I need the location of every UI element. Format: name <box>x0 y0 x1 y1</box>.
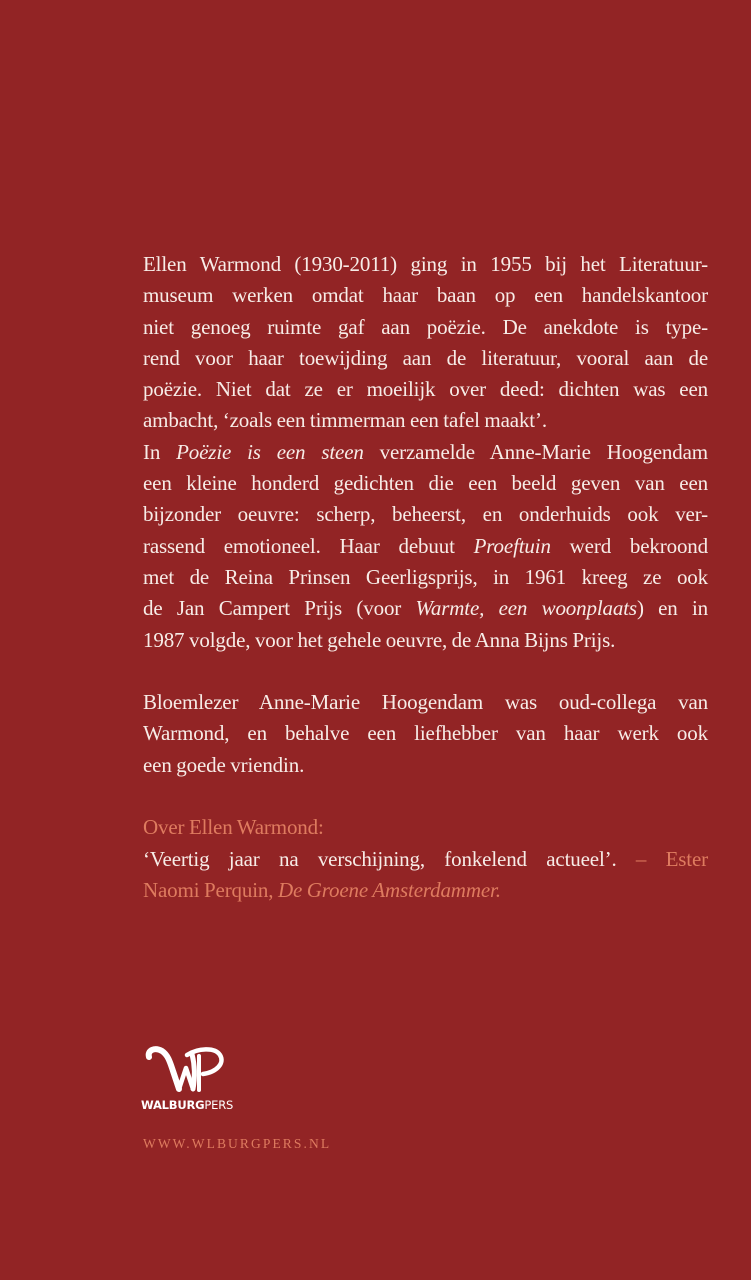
text-line: rend voor haar toewijding aan de literatuur, vooral aan de <box>143 345 708 370</box>
paragraph-intro <box>143 249 708 656</box>
book-title-poezie-is-een-steen: Poëzie is een steen <box>176 439 364 464</box>
text-line: een kleine honderd gedichten die een beeld geven van een <box>143 471 708 496</box>
walburgpers-wp-monogram-icon <box>143 1044 227 1098</box>
blurb-text <box>143 249 708 906</box>
review-heading: Over Ellen Warmond: <box>143 815 324 840</box>
publisher-logo <box>141 1044 237 1114</box>
publisher-website: WWW.WLBURGPERS.NL <box>143 1136 332 1151</box>
text-line: niet genoeg ruimte gaf aan poëzie. De anekdote is type- <box>143 314 708 339</box>
text-line: de Jan Campert Prijs (voor Warmte, een woonplaats) en in <box>143 596 709 621</box>
text-line: 1987 volgde, voor het gehele oeuvre, de Anna Bijns Prijs. <box>143 627 616 652</box>
book-title-proeftuin: Proeftuin <box>473 533 551 558</box>
text-line: met de Reina Prinsen Geerligsprijs, in 1961 kreeg ze ook <box>143 564 708 589</box>
quote-text: ‘Veertig jaar na verschijning, fonkelend actueel’. <box>143 846 617 871</box>
text-line: bijzonder oeuvre: scherp, beheerst, en onderhuids ook ver- <box>143 502 708 527</box>
text-line: rassend emotioneel. Haar debuut Proeftuin werd bekroond <box>143 533 708 558</box>
text-line: ambacht, ‘zoals een timmerman een tafel maakt’. <box>143 408 547 433</box>
text-line: museum werken omdat haar baan op een handelskantoor <box>143 283 708 308</box>
text-line: poëzie. Niet dat ze er moeilijk over deed: dichten was een <box>143 377 708 402</box>
text-line: Ellen Warmond (1930-2011) ging in 1955 bij het Literatuur- <box>143 252 708 276</box>
text-line: Warmond, en behalve een liefhebber van haar werk ook <box>143 721 708 746</box>
text-line: Bloemlezer Anne-Marie Hoogendam was oud-collega van <box>143 690 708 715</box>
book-title-warmte-een-woonplaats: Warmte, een woonplaats <box>415 596 637 621</box>
reviewer-name: Naomi Perquin, <box>143 877 278 902</box>
paragraph-spacer <box>143 656 708 687</box>
review-quote-line <box>143 844 708 875</box>
publisher-name: WALBURGPERS <box>141 1098 234 1112</box>
review-quote <box>143 812 708 906</box>
publication-name: De Groene Amsterdammer. <box>277 877 501 902</box>
paragraph-editor <box>143 687 708 781</box>
attribution-dash: – Ester <box>616 846 708 871</box>
text-line: een goede vriendin. <box>143 752 305 777</box>
review-attribution <box>143 875 708 906</box>
paragraph-spacer <box>143 781 708 812</box>
text-line: In Poëzie is een steen verzamelde Anne-Marie Hoogendam <box>143 439 708 464</box>
